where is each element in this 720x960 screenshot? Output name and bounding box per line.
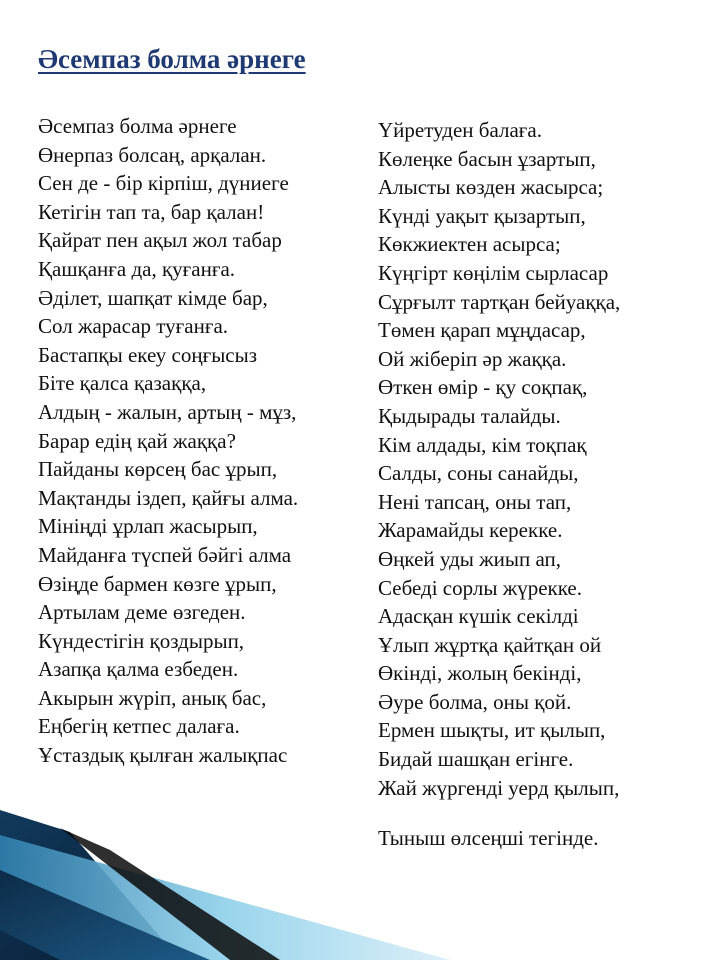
- poem-line: Үйретуден балаға.: [378, 118, 542, 142]
- poem-line: Мініңді ұрлап жасырып,: [38, 514, 258, 539]
- poem-line: Мақтанды іздеп, қайғы алма.: [38, 485, 299, 510]
- poem-line: Жай жүргенді уерд қылып,: [378, 775, 620, 800]
- poem-line: Кетігін тап та, бар қалан!: [38, 199, 265, 224]
- poem-line: Төмен қарап мұңдасар,: [378, 318, 586, 343]
- poem-line: Бидай шашқан егінге.: [378, 747, 574, 772]
- poem-line: Еңбегің кетпес далаға.: [38, 714, 240, 739]
- poem-line: Өткен өмір - қу соқпақ,: [378, 375, 588, 400]
- poem-line: Себеді сорлы жүрекке.: [378, 575, 582, 600]
- poem-line: Адасқан күшік секілді: [378, 604, 579, 629]
- poem-line: Қыдырады талайды.: [378, 403, 561, 428]
- poem-line: Артылам деме өзгеден.: [38, 600, 246, 625]
- poem-line: Ұстаздық қылған жалықпас: [38, 743, 288, 768]
- poem-line: Көлеңке басын ұзартып,: [378, 146, 596, 171]
- left-poem-column: [38, 112, 298, 770]
- poem-line: Акырын жүріп, анық бас,: [38, 685, 267, 710]
- poem-line: Алысты көзден жасырса;: [378, 175, 604, 200]
- poem-line: Өнерпаз болсаң, арқалан.: [38, 142, 267, 167]
- poem-line: Күңгірт көңілім сырласар: [378, 260, 609, 285]
- poem-line: Өкінді, жолың бекінді,: [378, 661, 582, 686]
- right-poem-column: [378, 116, 620, 802]
- poem-line: Әділет, шапқат кімде бар,: [38, 285, 268, 310]
- poem-final-line: Тыныш өлсеңші тегінде.: [378, 826, 599, 850]
- poem-line: Кім алдады, кім тоқпақ: [378, 432, 587, 457]
- poem-line: Алдың - жалын, артың - мұз,: [38, 399, 297, 424]
- poem-line: Барар едің қай жаққа?: [38, 428, 236, 453]
- poem-line: Қайрат пен ақыл жол табар: [38, 228, 282, 253]
- poem-line: Ой жіберіп әр жаққа.: [378, 346, 567, 371]
- poem-line: Әсемпаз болма әрнеге: [38, 114, 237, 138]
- poem-line: Сен де - бір кірпіш, дүниеге: [38, 171, 289, 196]
- poem-line: Өзіңде бармен көзге ұрып,: [38, 571, 277, 596]
- poem-line: Нені тапсаң, оны тап,: [378, 489, 572, 514]
- poem-line: Күнді уақыт қызартып,: [378, 203, 586, 228]
- poem-line: Әуре болма, оны қой.: [378, 689, 572, 714]
- decorative-corner-graphic: [0, 810, 450, 960]
- poem-line: Азапқа қалма езбеден.: [38, 657, 239, 682]
- poem-line: Пайданы көрсең бас ұрып,: [38, 457, 278, 482]
- poem-line: Қашқанға да, қуғанға.: [38, 256, 236, 281]
- poem-line: Жарамайды керекке.: [378, 518, 563, 543]
- poem-line: Күндестігін қоздырып,: [38, 628, 245, 653]
- poem-line: Көкжиектен асырса;: [378, 232, 561, 257]
- poem-line: Біте қалса қазаққа,: [38, 371, 207, 396]
- poem-title: Әсемпаз болма әрнеге: [38, 44, 306, 74]
- poem-line: Сұрғылт тартқан бейуаққа,: [378, 289, 621, 314]
- poem-line: Ермен шықты, ит қылып,: [378, 718, 606, 743]
- poem-line: Ұлып жұртқа қайтқан ой: [378, 632, 602, 657]
- poem-line: Салды, соны санайды,: [378, 461, 579, 486]
- poem-line: Бастапқы екеу соңғысыз: [38, 342, 258, 367]
- poem-line: Сол жарасар туғанға.: [38, 314, 229, 339]
- poem-line: Майданға түспей бәйгі алма: [38, 542, 292, 567]
- poem-line: Өңкей уды жиып ап,: [378, 546, 561, 571]
